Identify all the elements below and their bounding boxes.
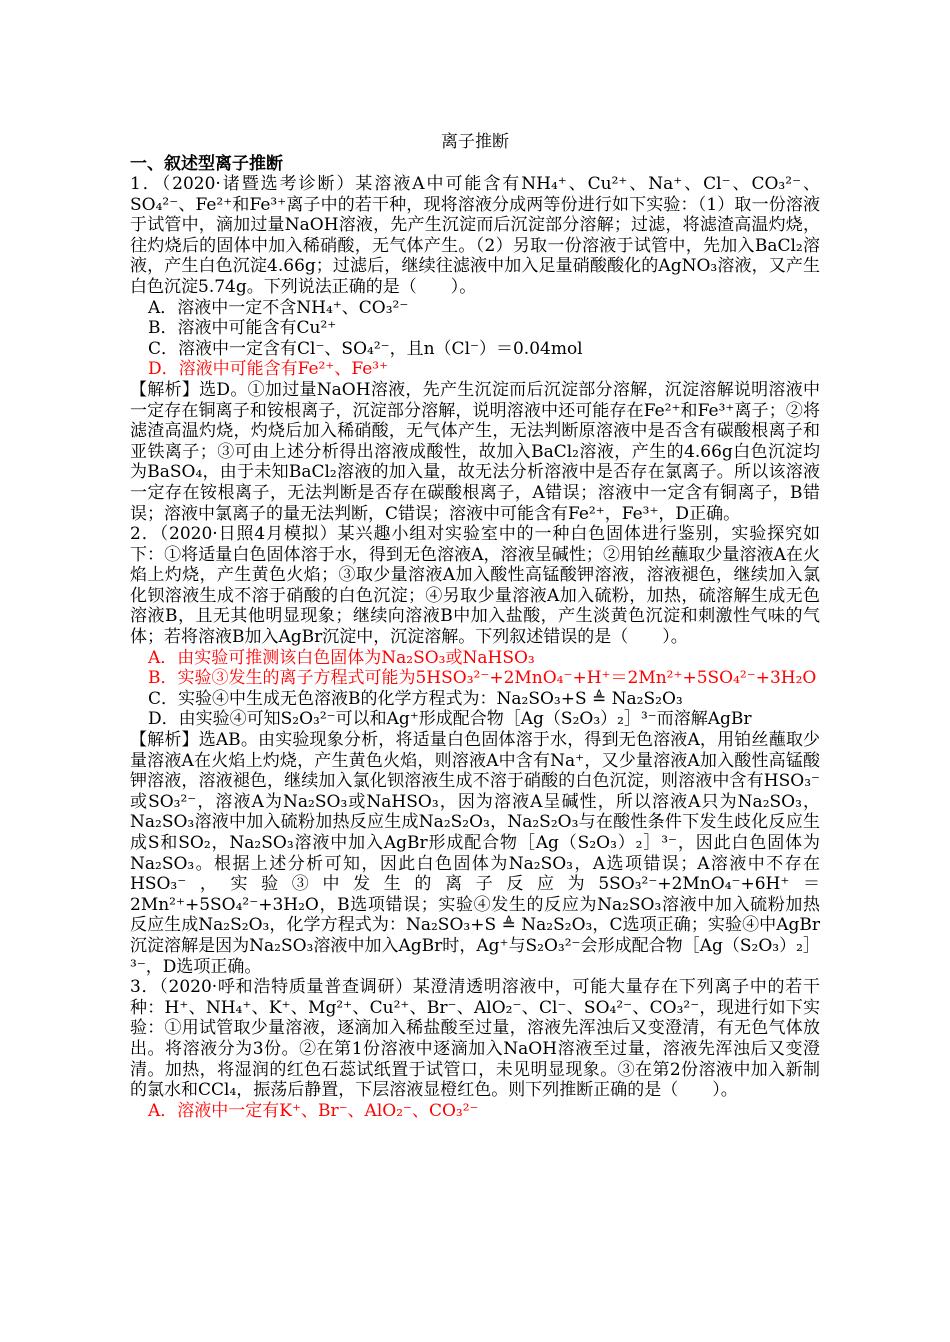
question-2-option-d: D．由实验④可知S₂O₃²⁻可以和Ag⁺形成配合物［Ag（S₂O₃）₂］³⁻而溶解AgBr xyxy=(148,709,752,730)
question-3-stem: 3．（2020·呼和浩特质量普查调研）某澄清透明溶液中，可能大量存在下列离子中的若干种：H⁺、NH₄⁺、K⁺、Mg²⁺、Cu²⁺、Br⁻、AlO₂⁻、Cl⁻、SO₄²⁻、CO₃²⁻，现进行如下实验：①用试管取少量溶液，逐滴加入稀盐酸至过量，溶液先浑浊后又变澄清，有无色气体放出。将溶液分为3份。②在第1份溶液中逐滴加入NaOH溶液至过量，溶液先浑浊后又变澄清。加热，将湿润的红色石蕊试纸置于试管口，未见明显现象。③在第2份溶液中加入新制的氯水和CCl₄，振荡后静置，下层溶液显橙红色。则下列推断正确的是（ ）。 xyxy=(130,977,820,1101)
question-1-option-d-answer: D．溶液中可能含有Fe²⁺、Fe³⁺ xyxy=(148,359,389,380)
question-1-option-c: C．溶液中一定含有Cl⁻、SO₄²⁻，且n（Cl⁻）＝0.04mol xyxy=(148,338,583,359)
question-1-stem: 1．（2020·诸暨选考诊断）某溶液A中可能含有NH₄⁺、Cu²⁺、Na⁺、Cl⁻、CO₃²⁻、SO₄²⁻、Fe²⁺和Fe³⁺离子中的若干种，现将溶液分成两等份进行如下实验：（1）取一份溶液于试管中，滴加过量NaOH溶液，先产生沉淀而后沉淀部分溶解；过滤，将滤渣高温灼烧，往灼烧后的固体中加入稀硝酸，无气体产生。（2）另取一份溶液于试管中，先加入BaCl₂溶液，产生白色沉淀4.66g；过滤后，继续往滤液中加入足量硝酸酸化的AgNO₃溶液，又产生白色沉淀5.74g。下列说法正确的是（ ）。 xyxy=(130,174,820,297)
question-2-option-a-answer: A．由实验可推测该白色固体为Na₂SO₃或NaHSO₃ xyxy=(148,647,535,668)
document-page xyxy=(130,130,820,1121)
question-2-option-b-answer: B．实验③发生的离子方程式可能为5HSO₃²⁻+2MnO₄⁻+H⁺＝2Mn²⁺+5SO₄²⁻+3H₂O xyxy=(148,668,817,689)
question-2-option-c: C．实验④中生成无色溶液B的化学方程式为：Na₂SO₃+S ≜ Na₂S₂O₃ xyxy=(148,688,683,709)
question-1-analysis: 【解析】选D。①加过量NaOH溶液，先产生沉淀而后沉淀部分溶解，沉淀溶解说明溶液中一定存在铜离子和铵根离子，沉淀部分溶解，说明溶液中还可能存在Fe²⁺和Fe³⁺离子；②将滤渣高温灼烧，灼烧后加入稀硝酸，无气体产生，无法判断原溶液中是否含有碳酸根离子和亚铁离子；③可由上述分析得出溶液成酸性，故加入BaCl₂溶液，产生的4.66g白色沉淀均为BaSO₄，由于未知BaCl₂溶液的加入量，故无法分析溶液中是否存在氯离子。所以该溶液一定存在铵根离子，无法判断是否存在碳酸根离子，A错误；溶液中一定含有铜离子，B错误；溶液中氯离子的量无法判断，C错误；溶液中可能含有Fe²⁺，Fe³⁺，D正确。 xyxy=(130,379,820,524)
section-heading: 一、叙述型离子推断 xyxy=(130,154,283,174)
question-1-option-b: B．溶液中可能含有Cu²⁺ xyxy=(148,318,337,339)
question-1-option-a: A．溶液中一定不含NH₄⁺、CO₃²⁻ xyxy=(148,297,409,318)
question-2-analysis: 【解析】选AB。由实验现象分析，将适量白色固体溶于水，得到无色溶液A，用铂丝蘸取少量溶液A在火焰上灼烧，产生黄色火焰，则溶液A中含有Na⁺，又少量溶液A加入酸性高锰酸钾溶液，溶液褪色，继续加入氯化钡溶液生成不溶于硝酸的白色沉淀，则溶液中含有HSO₃⁻或SO₃²⁻，溶液A为Na₂SO₃或NaHSO₃，因为溶液A呈碱性，所以溶液A只为Na₂SO₃，Na₂SO₃溶液中加入硫粉加热反应生成Na₂S₂O₃，Na₂S₂O₃与在酸性条件下发生歧化反应生成S和SO₂，Na₂SO₃溶液中加入AgBr形成配合物［Ag（S₂O₃）₂］³⁻，因此白色固体为Na₂SO₃。根据上述分析可知，因此白色固体为Na₂SO₃，A选项错误；A溶液中不存在HSO₃⁻，实验③中发生的离子反应为5SO₃²⁻+2MnO₄⁻+6H⁺＝2Mn²⁺+5SO₄²⁻+3H₂O，B选项错误；实验④发生的反应为Na₂SO₃溶液中加入硫粉加热反应生成Na₂S₂O₃，化学方程式为：Na₂SO₃+S ≜ Na₂S₂O₃，C选项正确；实验④中AgBr沉淀溶解是因为Na₂SO₃溶液中加入AgBr时，Ag⁺与S₂O₃²⁻会形成配合物［Ag（S₂O₃）₂］³⁻，D选项正确。 xyxy=(130,730,820,977)
question-2-stem: 2．（2020·日照4月模拟）某兴趣小组对实验室中的一种白色固体进行鉴别，实验探究如下：①将适量白色固体溶于水，得到无色溶液A，溶液呈碱性；②用铂丝蘸取少量溶液A在火焰上灼烧，产生黄色火焰；③取少量溶液A加入酸性高锰酸钾溶液，溶液褪色，继续加入氯化钡溶液生成不溶于硝酸的白色沉淀；④另取少量溶液A加入硫粉，加热，硫溶解生成无色溶液B，且无其他明显现象；继续向溶液B中加入盐酸，产生淡黄色沉淀和刺激性气味的气体；若将溶液B加入AgBr沉淀中，沉淀溶解。下列叙述错误的是（ ）。 xyxy=(130,524,820,648)
page-title: 离子推断 xyxy=(441,132,509,152)
question-3-option-a-answer: A．溶液中一定有K⁺、Br⁻、AlO₂⁻、CO₃²⁻ xyxy=(148,1100,479,1121)
